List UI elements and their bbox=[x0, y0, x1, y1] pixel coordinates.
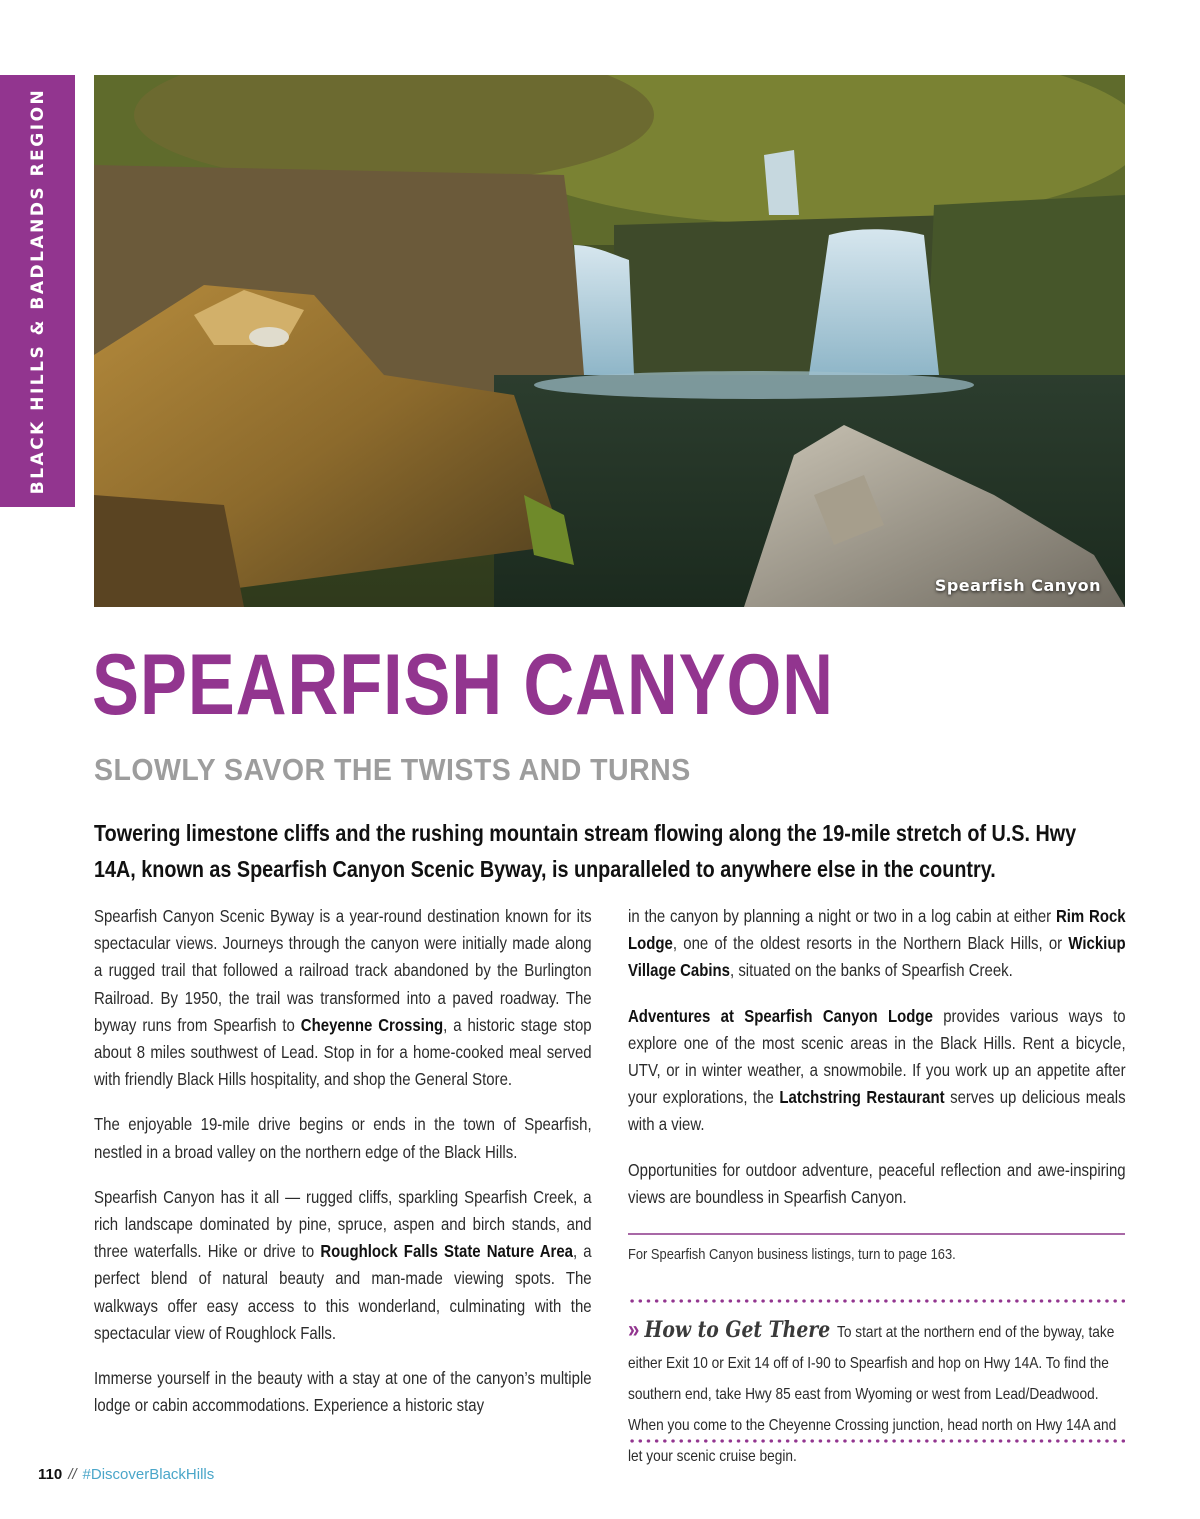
place-name: Adventures at Spearfish Canyon Lodge bbox=[628, 1005, 933, 1026]
dotted-divider-bottom bbox=[628, 1439, 1125, 1443]
place-name: Roughlock Falls State Nature Area bbox=[320, 1241, 573, 1262]
page-subtitle: SLOWLY SAVOR THE TWISTS AND TURNS bbox=[94, 752, 691, 787]
page-title: SPEARFISH CANYON bbox=[92, 637, 834, 733]
hero-photo bbox=[94, 75, 1125, 607]
photo-caption: Spearfish Canyon bbox=[934, 576, 1101, 595]
how-to-get-there-box bbox=[628, 1314, 1124, 1472]
page-footer bbox=[38, 1466, 214, 1483]
body-paragraph: in the canyon by planning a night or two in a log cabin at either Rim Rock Lodge, one of the oldest resorts in the Northern Black Hills, or Wickiup Village Cabins, situated on the banks of Spearfish Creek. bbox=[628, 906, 1126, 981]
lead-paragraph: Towering limestone cliffs and the rushing mountain stream flowing along the 19-mile stretch of U.S. Hwy 14A, known as Spearfish Canyon Scenic Byway, is unparalleled to anywhere else in the country. bbox=[94, 820, 1077, 882]
region-side-tab bbox=[0, 75, 75, 507]
place-name: Cheyenne Crossing bbox=[300, 1014, 444, 1035]
body-column-right bbox=[628, 903, 1126, 1229]
waterfall-scene-image bbox=[94, 75, 1125, 607]
body-column-left bbox=[94, 903, 592, 1437]
page-number: 110 bbox=[38, 1466, 63, 1483]
body-paragraph: The enjoyable 19-mile drive begins or ends in the town of Spearfish, nestled in a broad valley on the northern edge of the Black Hills. bbox=[94, 1114, 592, 1162]
footer-separator: // bbox=[68, 1466, 77, 1483]
body-paragraph: Spearfish Canyon Scenic Byway is a year-round destination known for its spectacular views. Journeys through the canyon were initially made along a rugged trail that followed a railroad track abandoned by the Burlington Railroad. By 1950, the trail was transformed into a paved roadway. The byway runs from Spearfish to Cheyenne Crossing, a historic stage stop about 8 miles southwest of Lead. Stop in for a home-cooked meal served with friendly Black Hills hospitality, and shop the General Store. bbox=[94, 906, 592, 1090]
hashtag-link[interactable]: #DiscoverBlackHills bbox=[82, 1466, 215, 1483]
place-name: Wickiup Village Cabins bbox=[628, 933, 1126, 981]
section-divider bbox=[628, 1233, 1125, 1235]
body-paragraph: Opportunities for outdoor adventure, peaceful reflection and awe-inspiring views are boundless in Spearfish Canyon. bbox=[628, 1159, 1126, 1207]
body-paragraph: Spearfish Canyon has it all — rugged cliffs, sparkling Spearfish Creek, a rich landscape dominated by pine, spruce, aspen and birch stands, and three waterfalls. Hike or drive to Roughlock Falls State Nature Area, a perfect blend of natural beauty and man-made viewing spots. The walkways offer easy access to this wonderland, culminating with the spectacular view of Roughlock Falls. bbox=[94, 1186, 592, 1343]
dotted-divider-top bbox=[628, 1299, 1125, 1303]
listing-note: For Spearfish Canyon business listings, turn to page 163. bbox=[628, 1246, 956, 1263]
region-label: BLACK HILLS & BADLANDS REGION bbox=[27, 87, 48, 495]
double-chevron-icon: » bbox=[628, 1316, 637, 1343]
how-to-text: To start at the northern end of the byway, take either Exit 10 or Exit 14 off of I-90 to Spearfish and hop on Hwy 14A. To find the southern end, take Hwy 85 east from Wyoming or west from Lead/Deadwood. When you come to the Cheyenne Crossing junction, head north on Hwy 14A and let your scenic cruise begin. bbox=[628, 1324, 1117, 1465]
body-paragraph: Immerse yourself in the beauty with a stay at one of the canyon’s multiple lodge or cabin accommodations. Experience a historic stay bbox=[94, 1368, 592, 1416]
place-name: Latchstring Restaurant bbox=[779, 1087, 945, 1108]
place-name: Rim Rock Lodge bbox=[628, 906, 1126, 954]
how-to-title: How to Get There bbox=[644, 1317, 831, 1343]
body-paragraph: Adventures at Spearfish Canyon Lodge provides various ways to explore one of the most scenic areas in the Black Hills. Rent a bicycle, UTV, or in winter weather, a snowmobile. If you work up an appetite after your explorations, the Latchstring Restaurant serves up delicious meals with a view. bbox=[628, 1005, 1126, 1135]
